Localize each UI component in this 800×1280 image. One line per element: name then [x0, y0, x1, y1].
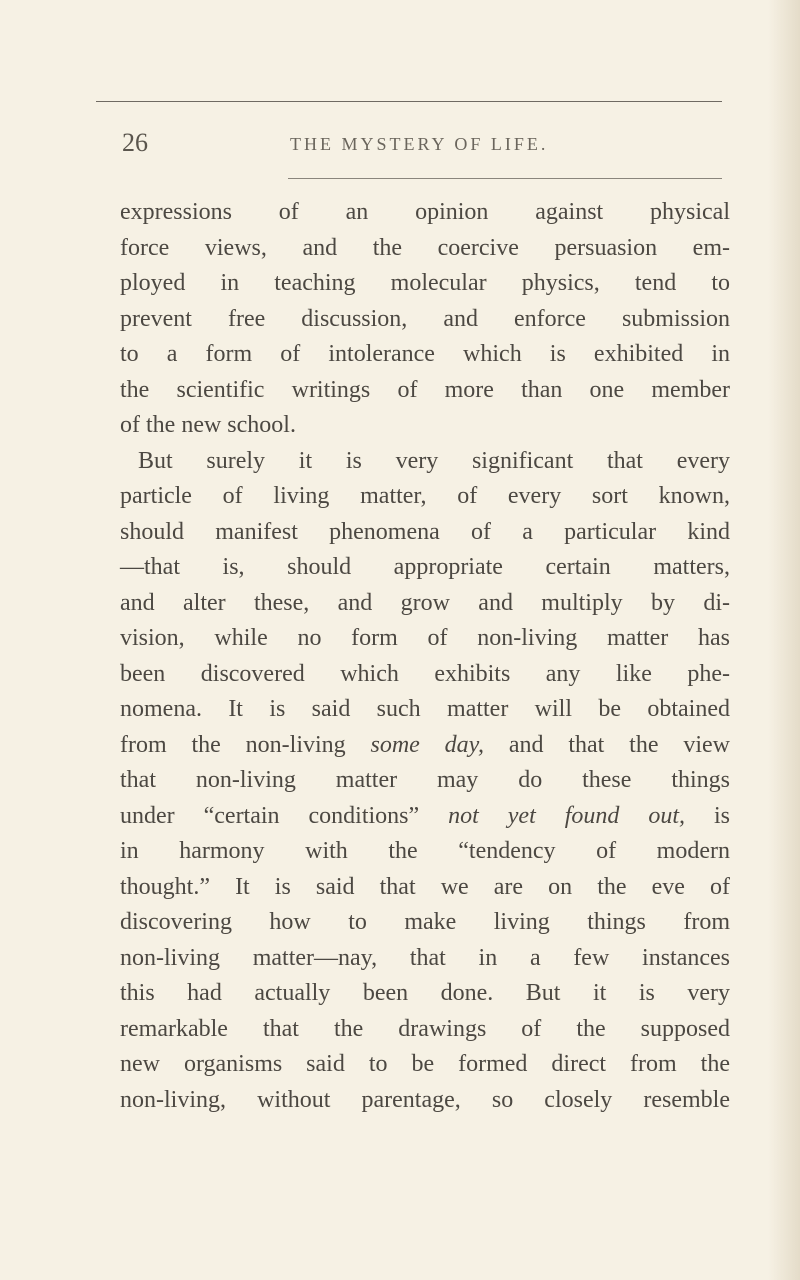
- text-line: new organisms said to be formed direct from the: [120, 1051, 730, 1077]
- text-line: non-living, without parentage, so closely resemble: [120, 1086, 730, 1113]
- text-line: the scientific writings of more than one member: [120, 376, 730, 403]
- text-line: remarkable that the drawings of the supposed: [120, 1015, 730, 1042]
- text-segment: is: [685, 802, 731, 829]
- text-line: vision, while no form of non-living matter has: [120, 625, 730, 651]
- text-line: that non-living matter may do these things: [120, 767, 730, 793]
- header-rule-bottom: [288, 178, 722, 179]
- text-segment: and that the view: [484, 731, 730, 758]
- text-line: nomena. It is said such matter will be obtained: [120, 696, 730, 722]
- text-segment: under “certain conditions”: [120, 802, 449, 829]
- text-segment: from the non-living: [120, 731, 371, 758]
- text-line: particle of living matter, of every sort known,: [120, 483, 730, 509]
- text-line: thought.” It is said that we are on the eve of: [120, 873, 730, 900]
- text-line: ployed in teaching molecular physics, tend to: [120, 270, 730, 296]
- text-line: in harmony with the “tendency of modern: [120, 838, 730, 864]
- text-line: expressions of an opinion against physical: [120, 199, 730, 225]
- header-rule-top: [96, 101, 722, 102]
- text-line: should manifest phenomena of a particular kind: [120, 518, 730, 545]
- text-line-with-italic: [120, 728, 730, 764]
- italic-phrase: not yet found out,: [448, 802, 686, 829]
- paragraph-end-line: of the new school.: [120, 412, 296, 438]
- text-line: to a form of intolerance which is exhibited in: [120, 341, 730, 367]
- page-number: 26: [122, 128, 148, 157]
- text-line: and alter these, and grow and multiply by di-: [120, 589, 730, 616]
- text-line: non-living matter—nay, that in a few instances: [120, 944, 730, 971]
- text-line: prevent free discussion, and enforce submission: [120, 305, 730, 332]
- body-text: [120, 195, 730, 1118]
- italic-phrase: some day,: [370, 731, 484, 758]
- text-line-with-italic: [120, 799, 730, 835]
- text-line: been discovered which exhibits any like phe-: [120, 660, 730, 687]
- text-line: force views, and the coercive persuasion em-: [120, 234, 730, 261]
- paragraph-start-line: But surely it is very significant that every: [138, 447, 730, 474]
- running-head: THE MYSTERY OF LIFE.: [290, 134, 549, 154]
- text-line: this had actually been done. But it is very: [120, 980, 730, 1006]
- text-line: —that is, should appropriate certain matters,: [120, 554, 730, 580]
- text-line: discovering how to make living things from: [120, 909, 730, 935]
